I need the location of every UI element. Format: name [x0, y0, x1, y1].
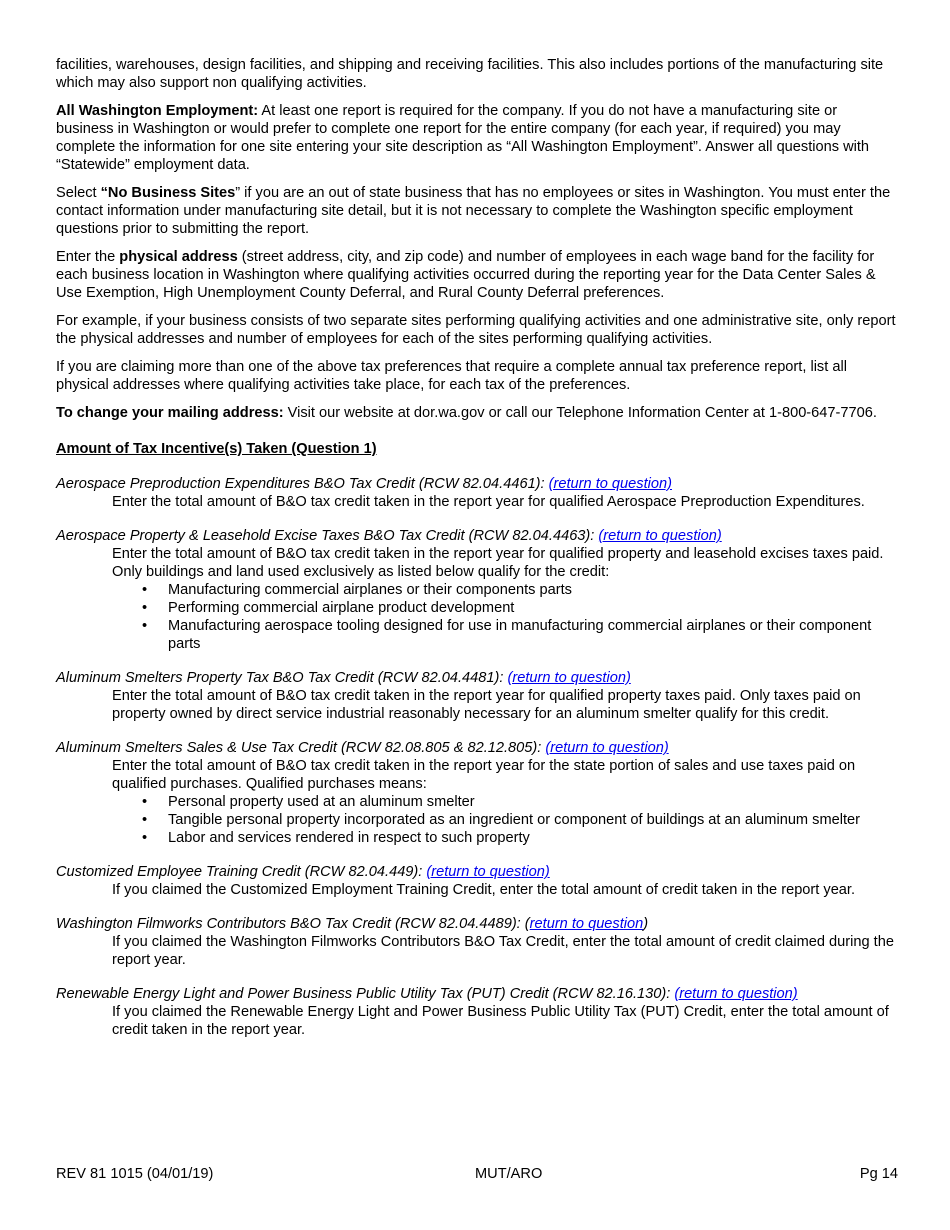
link-open-paren: (	[524, 916, 530, 932]
entry-title	[56, 739, 898, 757]
mailing-address-paragraph	[56, 404, 898, 422]
footer-page-number: Pg 14	[859, 1166, 898, 1182]
bullet-list	[112, 793, 898, 847]
entry-body: Enter the total amount of B&O tax credit taken in the report year for qualified property taxes paid. Only taxes paid on property owned by direct service industrial reasonably necessary for an aluminum smelter qualify for this credit.	[112, 688, 861, 722]
bullet-item: • Tangible personal property incorporated as an ingredient or component of buildings at an aluminum smelter	[168, 811, 898, 829]
entry-title-text: Customized Employee Training Credit (RCW 82.04.449):	[56, 864, 427, 880]
entry-customized-employee-training	[56, 863, 898, 899]
no-business-sites-text: ” if you are an out of state business that has no employees or sites in Washington. You must enter the contact information under manufacturing site detail, but it is not necessary to complete the Washington specific employment questions prior to submitting the report.	[56, 185, 891, 237]
intro-paragraph-facilities: facilities, warehouses, design facilities, and shipping and receiving facilities. This also includes portions of the manufacturing site which may also support non qualifying activities.	[56, 57, 884, 91]
entry-title	[56, 915, 898, 933]
page-footer	[56, 1165, 898, 1183]
entry-aluminum-smelters-property	[56, 669, 898, 723]
entry-body: Enter the total amount of B&O tax credit taken in the report year for qualified property and leasehold excises taxes paid. Only buildings and land used exclusively as listed below qualify for the credit:	[112, 546, 884, 580]
entry-aerospace-property-leasehold	[56, 527, 898, 653]
no-business-sites-label: “No Business Sites	[100, 185, 236, 201]
entry-title	[56, 475, 898, 493]
multiple-preferences-paragraph: If you are claiming more than one of the above tax preferences that require a complete annual tax preference report, list all physical addresses where qualifying activities take place, for each tax of the preferences.	[56, 359, 847, 393]
all-washington-employment-paragraph	[56, 102, 898, 174]
bullet-item: • Personal property used at an aluminum smelter	[168, 793, 898, 811]
document-page	[56, 56, 898, 1055]
bullet-item: • Labor and services rendered in respect to such property	[168, 829, 898, 847]
no-business-sites-paragraph	[56, 184, 898, 238]
entry-body: If you claimed the Renewable Energy Light and Power Business Public Utility Tax (PUT) Credit, enter the total amount of credit taken in the report year.	[112, 1004, 889, 1038]
physical-address-paragraph	[56, 248, 898, 302]
entry-title-text: Washington Filmworks Contributors B&O Tax Credit (RCW 82.04.4489):	[56, 916, 525, 932]
return-to-question-link[interactable]: (return to question)	[545, 740, 669, 756]
bullet-list	[112, 581, 898, 653]
entry-title	[56, 527, 898, 545]
footer-form-number: REV 81 1015 (04/01/19)	[56, 1166, 214, 1182]
entry-title-text: Renewable Energy Light and Power Business Public Utility Tax (PUT) Credit (RCW 82.16.130):	[56, 986, 675, 1002]
all-washington-employment-text: At least one report is required for the company. If you do not have a manufacturing site or business in Washington or would prefer to complete one report for the entire company (for each year, if required) you may complete the information for one site entering your site description as “All Washington Employment”. Answer all questions with “Statewide” employment data.	[56, 103, 870, 173]
mailing-address-label: To change your mailing address:	[56, 405, 284, 421]
entry-title-text: Aluminum Smelters Sales & Use Tax Credit (RCW 82.08.805 & 82.12.805):	[56, 740, 546, 756]
return-to-question-link[interactable]: (return to question)	[507, 670, 631, 686]
bullet-item: • Manufacturing commercial airplanes or their components parts	[168, 581, 898, 599]
return-to-question-link[interactable]: (return to question)	[548, 476, 672, 492]
physical-address-label: physical address	[119, 249, 238, 265]
entry-title-text: Aerospace Property & Leasehold Excise Taxes B&O Tax Credit (RCW 82.04.4463):	[56, 528, 599, 544]
entry-aerospace-preproduction	[56, 475, 898, 511]
entry-title-text: Aerospace Preproduction Expenditures B&O Tax Credit (RCW 82.04.4461):	[56, 476, 549, 492]
entry-body: If you claimed the Washington Filmworks Contributors B&O Tax Credit, enter the total amount of credit claimed during the report year.	[112, 934, 894, 968]
example-paragraph: For example, if your business consists of two separate sites performing qualifying activities and one administrative site, only report the physical addresses and number of employees for each of the sites performing qualifying activities.	[56, 313, 896, 347]
entry-renewable-energy-put	[56, 985, 898, 1039]
entry-title-text: Aluminum Smelters Property Tax B&O Tax Credit (RCW 82.04.4481):	[56, 670, 508, 686]
entry-title	[56, 863, 898, 881]
entry-title	[56, 985, 898, 1003]
footer-center-code: MUT/ARO	[475, 1166, 543, 1182]
all-washington-employment-label: All Washington Employment:	[56, 103, 259, 119]
return-to-question-link[interactable]: (return to question)	[674, 986, 798, 1002]
section-heading: Amount of Tax Incentive(s) Taken (Question 1)	[56, 441, 377, 457]
entry-body: Enter the total amount of B&O tax credit taken in the report year for qualified Aerospace Preproduction Expenditures.	[112, 494, 865, 510]
physical-address-lead: Enter the	[56, 249, 120, 265]
link-close-paren: )	[643, 916, 649, 932]
return-to-question-link[interactable]: return to question	[529, 916, 644, 932]
bullet-item: • Performing commercial airplane product development	[168, 599, 898, 617]
no-business-sites-lead: Select	[56, 185, 101, 201]
entry-body: If you claimed the Customized Employment Training Credit, enter the total amount of credit taken in the report year.	[112, 882, 856, 898]
mailing-address-text: Visit our website at dor.wa.gov or call our Telephone Information Center at 1-800-647-7706.	[283, 405, 877, 421]
entry-body: Enter the total amount of B&O tax credit taken in the report year for the state portion of sales and use taxes paid on qualified purchases. Qualified purchases means:	[112, 758, 856, 792]
physical-address-text: (street address, city, and zip code) and number of employees in each wage band for the facility for each business location in Washington where qualifying activities occurred during the reporting year for the Data Center Sales & Use Exemption, High Unemployment County Deferral, and Rural County Deferral preferences.	[56, 249, 876, 301]
entry-title	[56, 669, 898, 687]
entry-aluminum-smelters-sales-use	[56, 739, 898, 847]
entry-washington-filmworks	[56, 915, 898, 969]
return-to-question-link[interactable]: (return to question)	[598, 528, 722, 544]
bullet-item: • Manufacturing aerospace tooling designed for use in manufacturing commercial airplanes or their component parts	[168, 617, 898, 653]
return-to-question-link[interactable]: (return to question)	[426, 864, 550, 880]
